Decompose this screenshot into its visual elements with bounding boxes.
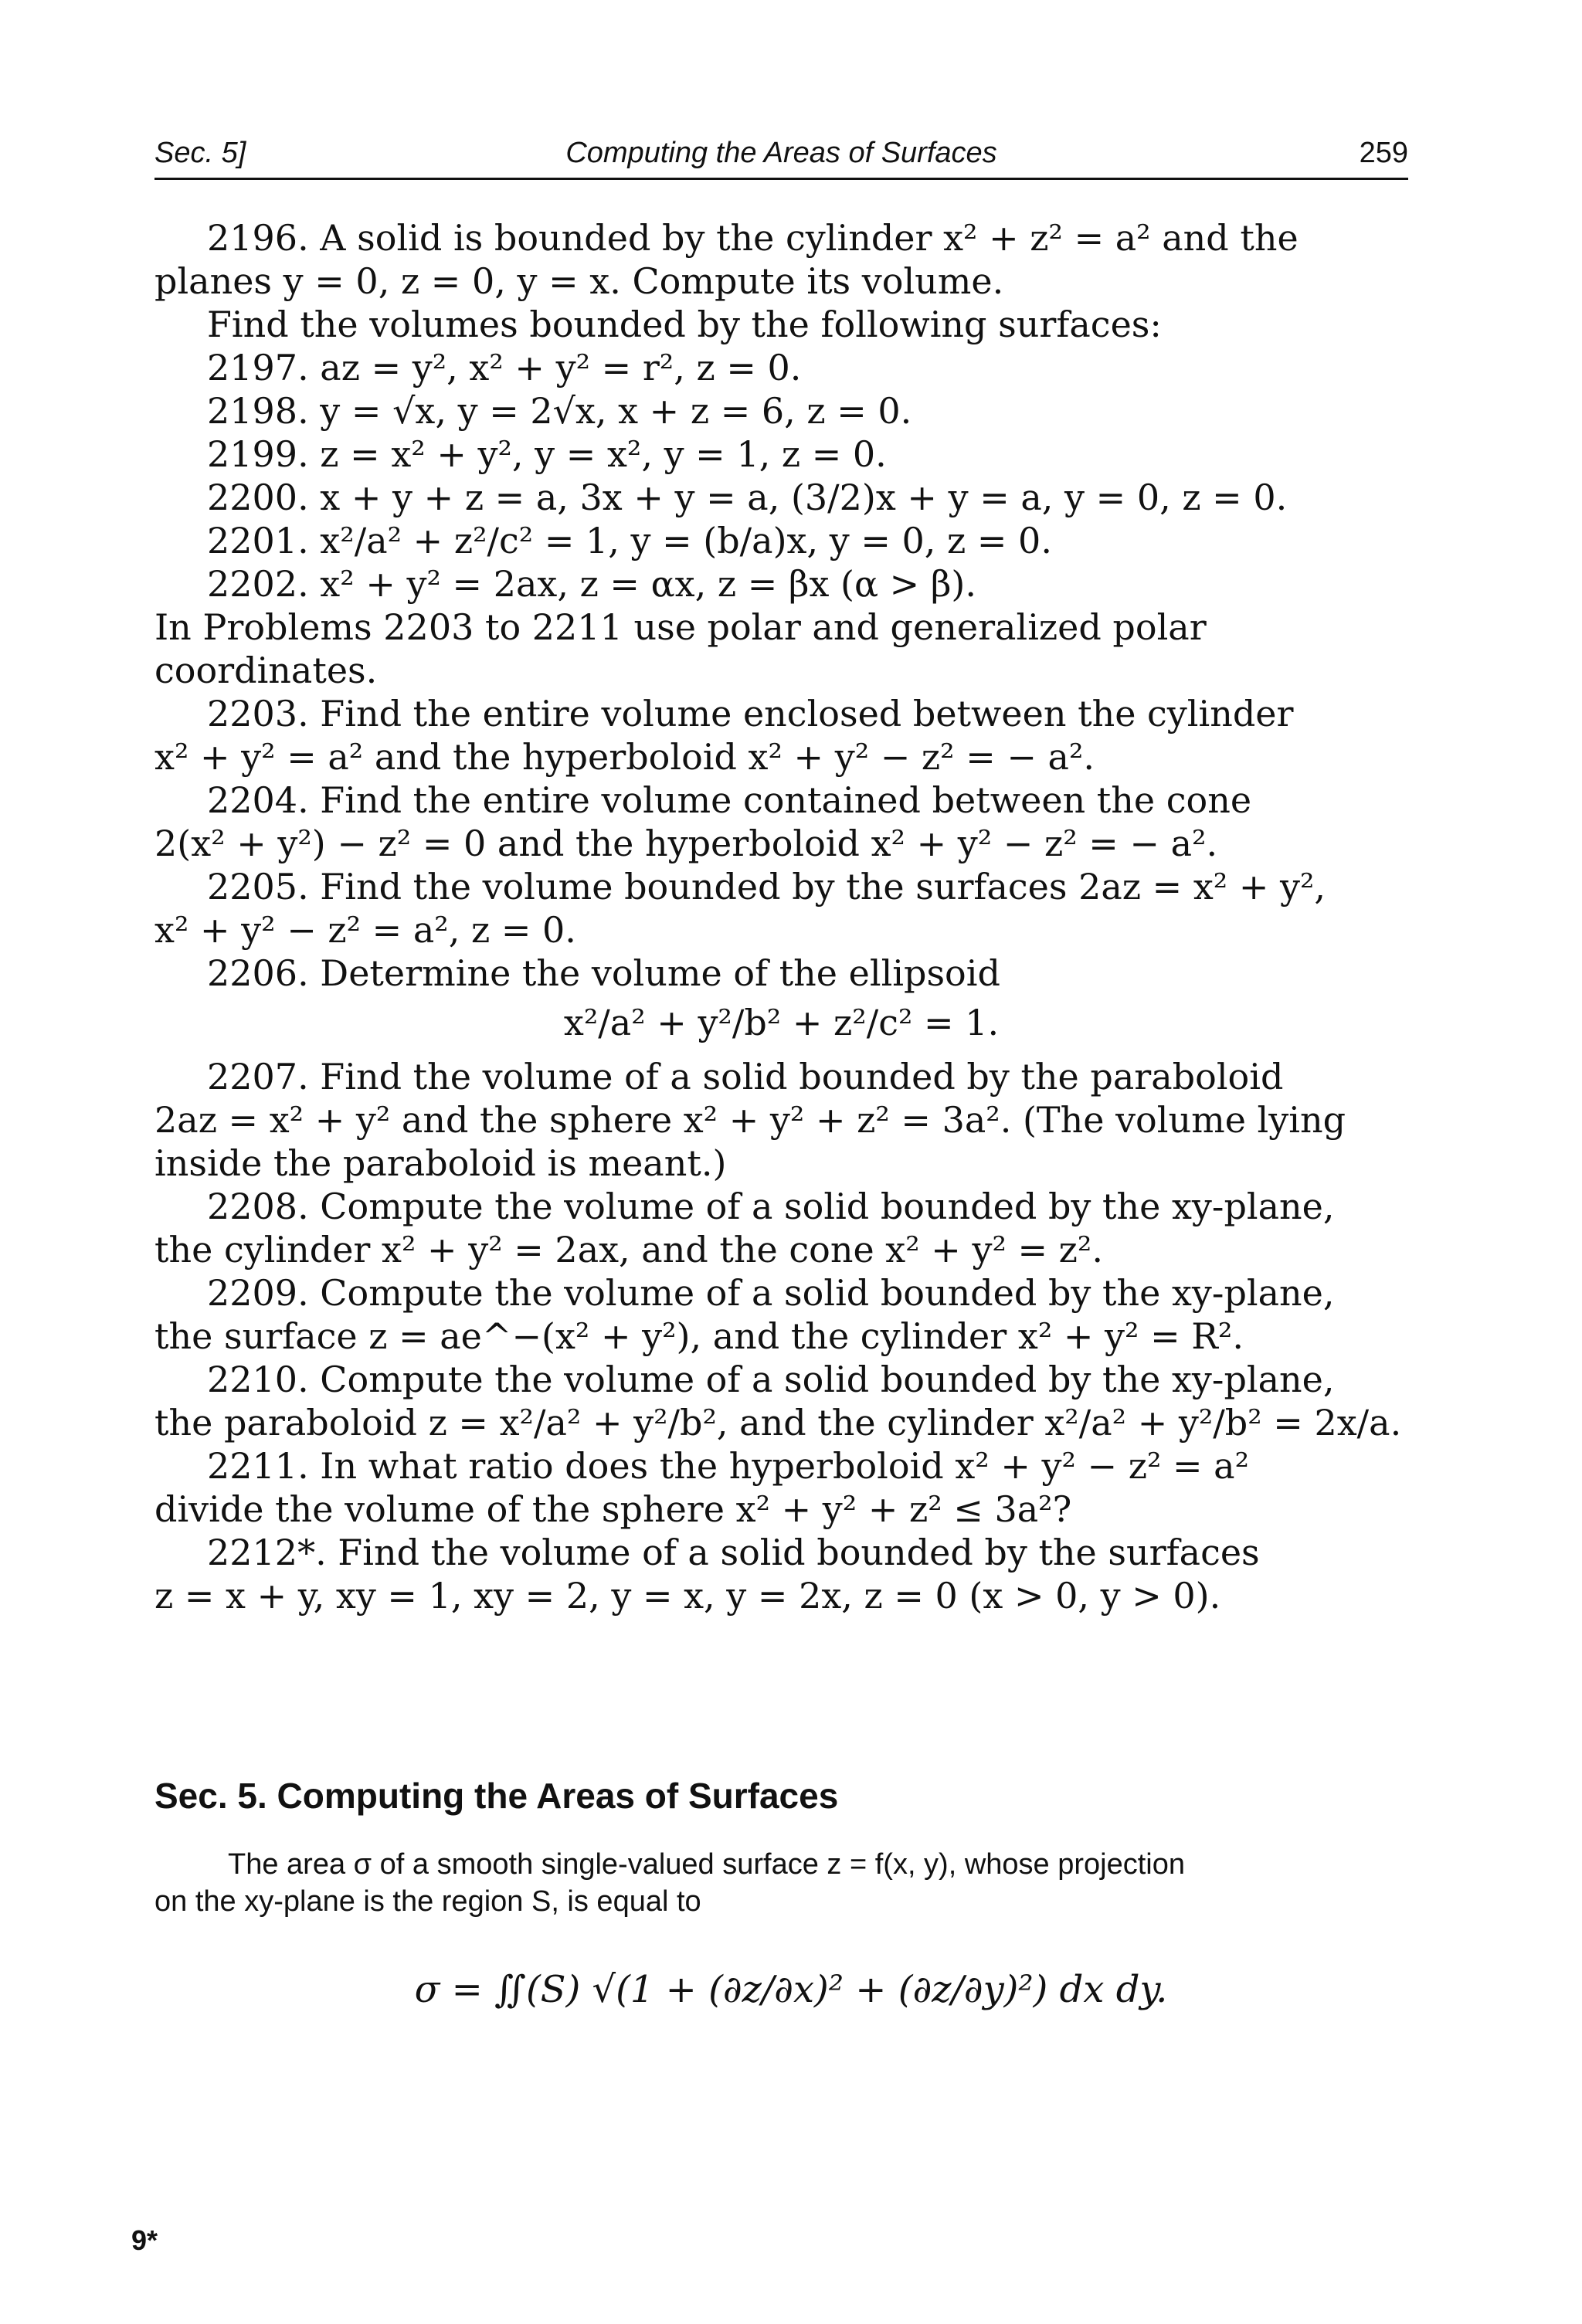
text-line: 2(x² + y²) − z² = 0 and the hyperboloid x² + y² − z² = − a². [154,823,1218,864]
problems-text [154,216,1408,1617]
display-equation: x²/a² + y²/b² + z²/c² = 1. [563,1002,1000,1043]
text-line: planes y = 0, z = 0, y = x. Compute its volume. [154,260,1004,302]
text-line: 2211. In what ratio does the hyperboloid x² + y² − z² = a² [207,1445,1250,1487]
text-line: the surface z = ae^−(x² + y²), and the cylinder x² + y² = R². [154,1315,1244,1357]
page-number: 259 [1359,137,1408,169]
section-heading: Sec. 5. Computing the Areas of Surfaces [154,1776,839,1816]
text-line: on the xy-plane is the region S, is equal to [154,1885,701,1918]
text-line: Find the volumes bounded by the following surfaces: [207,304,1162,345]
text-line: 2199. z = x² + y², y = x², y = 1, z = 0. [207,433,887,475]
text-line: 2212*. Find the volume of a solid bounded by the surfaces [207,1532,1260,1573]
text-line: 2198. y = √x, y = 2√x, x + z = 6, z = 0. [207,390,912,432]
text-line: 2202. x² + y² = 2ax, z = αx, z = βx (α > β). [207,563,976,605]
text-line: z = x + y, xy = 1, xy = 2, y = x, y = 2x, z = 0 (x > 0, y > 0). [154,1575,1221,1617]
text-line: 2az = x² + y² and the sphere x² + y² + z² = 3a². (The volume lying [154,1099,1346,1141]
signature-mark: 9* [131,2224,158,2256]
text-line: In Problems 2203 to 2211 use polar and generalized polar [154,606,1207,648]
section-paragraph [154,1846,1408,1920]
text-line: The area σ of a smooth single-valued surface z = f(x, y), whose projection [228,1848,1185,1881]
text-line: 2208. Compute the volume of a solid bounded by the xy-plane, [207,1186,1335,1227]
text-line: the cylinder x² + y² = 2ax, and the cone x² + y² = z². [154,1229,1103,1271]
text-line: x² + y² = a² and the hyperboloid x² + y² − z² = − a². [154,736,1095,778]
text-line: 2206. Determine the volume of the ellipsoid [207,952,1000,994]
text-line: 2204. Find the entire volume contained between the cone [207,779,1252,821]
text-line: 2209. Compute the volume of a solid bounded by the xy-plane, [207,1272,1335,1314]
running-title: Computing the Areas of Surfaces [565,137,997,169]
text-line: 2196. A solid is bounded by the cylinder x² + z² = a² and the [207,217,1299,259]
text-line: divide the volume of the sphere x² + y² + z² ≤ 3a²? [154,1488,1072,1530]
section-ref: Sec. 5] [154,137,246,169]
text-line: inside the paraboloid is meant.) [154,1142,727,1184]
text-line: coordinates. [154,650,378,691]
text-line: the paraboloid z = x²/a² + y²/b², and the cylinder x²/a² + y²/b² = 2x/a. [154,1402,1402,1444]
text-line: 2197. az = y², x² + y² = r², z = 0. [207,347,802,388]
text-line: 2205. Find the volume bounded by the surfaces 2az = x² + y², [207,866,1326,908]
surface-area-formula: σ = ∬(S) √(1 + (∂z/∂x)² + (∂z/∂y)²) dx dy. [414,1968,1168,2011]
text-line: 2207. Find the volume of a solid bounded by the paraboloid [207,1056,1284,1098]
text-line: 2203. Find the entire volume enclosed between the cylinder [207,693,1294,735]
text-line: 2210. Compute the volume of a solid bounded by the xy-plane, [207,1359,1335,1400]
text-line: x² + y² − z² = a², z = 0. [154,909,576,951]
running-head [154,130,1408,180]
text-line: 2200. x + y + z = a, 3x + y = a, (3/2)x + y = a, y = 0, z = 0. [207,477,1288,518]
text-line: 2201. x²/a² + z²/c² = 1, y = (b/a)x, y = 0, z = 0. [207,520,1052,561]
